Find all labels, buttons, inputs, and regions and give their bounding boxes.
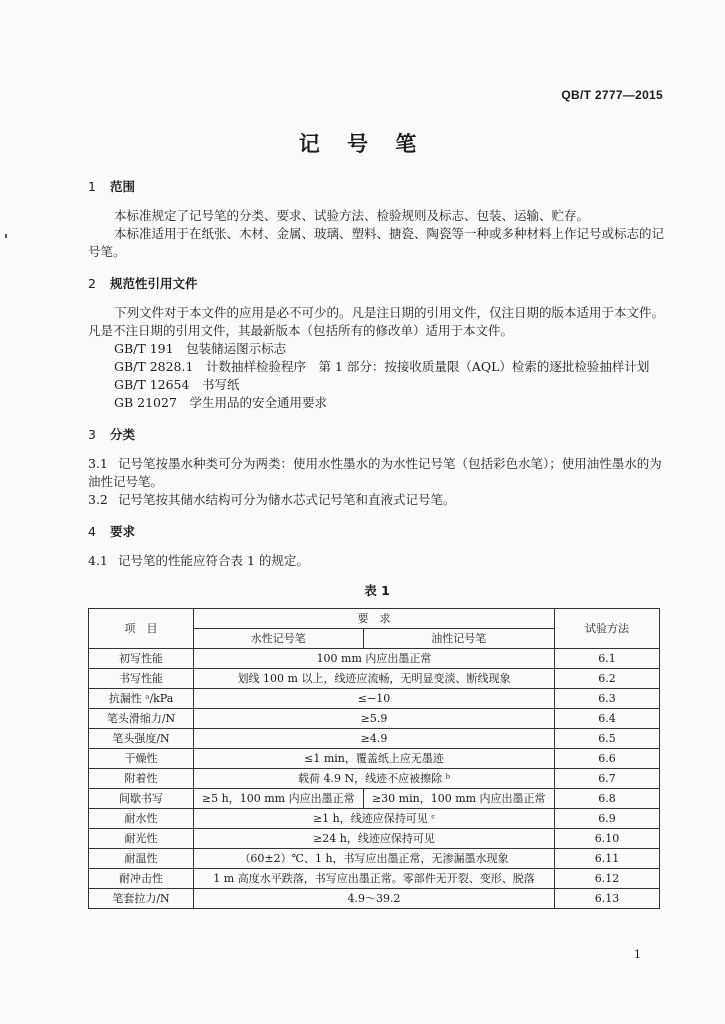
section-title: 分类 (110, 427, 136, 442)
section-1-heading (88, 178, 666, 196)
table-row (89, 769, 660, 789)
table-row (89, 729, 660, 749)
cell-requirement: 载荷 4.9 N，线迹不应被擦除 ᵇ (194, 769, 555, 789)
cell-test-method: 6.1 (555, 649, 660, 669)
table-row (89, 649, 660, 669)
cell-test-method: 6.9 (555, 809, 660, 829)
cell-requirement: ≥4.9 (194, 729, 555, 749)
margin-mark (5, 234, 7, 238)
header-item: 项 目 (89, 609, 194, 649)
requirements-table (88, 608, 660, 909)
cell-item: 附着性 (89, 769, 194, 789)
reference-code: GB/T 191 (114, 341, 174, 356)
clause-text: 记号笔的性能应符合表 1 的规定。 (118, 553, 309, 568)
reference-code: GB/T 12654 (114, 377, 190, 392)
cell-item: 笔套拉力/N (89, 889, 194, 909)
cell-requirement: 4.9～39.2 (194, 889, 555, 909)
cell-requirement: ≥5.9 (194, 709, 555, 729)
reference-item (88, 394, 666, 412)
section-title: 要求 (110, 524, 136, 539)
section-3-heading (88, 426, 666, 444)
cell-test-method: 6.5 (555, 729, 660, 749)
standard-code: QB/T 2777—2015 (561, 88, 663, 102)
table-row (89, 809, 660, 829)
document-body (88, 178, 666, 909)
page-number: 1 (634, 948, 641, 961)
table-body (89, 649, 660, 909)
section-number: 2 (88, 276, 96, 291)
cell-requirement: 1 m 高度水平跌落，书写应出墨正常。零部件无开裂、变形、脱落 (194, 869, 555, 889)
cell-test-method: 6.2 (555, 669, 660, 689)
section-title: 范围 (110, 179, 136, 194)
section-number: 1 (88, 179, 96, 194)
section-4-heading (88, 523, 666, 541)
cell-test-method: 6.3 (555, 689, 660, 709)
cell-item: 耐水性 (89, 809, 194, 829)
table-row (89, 829, 660, 849)
cell-item: 耐温性 (89, 849, 194, 869)
table-row (89, 749, 660, 769)
clause-number: 4.1 (88, 553, 108, 568)
cell-test-method: 6.11 (555, 849, 660, 869)
clause-4-1 (88, 552, 666, 570)
cell-test-method: 6.8 (555, 789, 660, 809)
table-row (89, 889, 660, 909)
reference-title: 学生用品的安全通用要求 (189, 395, 327, 410)
cell-test-method: 6.12 (555, 869, 660, 889)
clause-text: 记号笔按其储水结构可分为储水芯式记号笔和直液式记号笔。 (118, 492, 456, 507)
section-1-para-2: 本标准适用于在纸张、木材、金属、玻璃、塑料、搪瓷、陶瓷等一种或多种材料上作记号或标志的记号笔。 (88, 226, 665, 259)
cell-test-method: 6.10 (555, 829, 660, 849)
table-row (89, 849, 660, 869)
cell-requirement: （60±2）℃、1 h，书写应出墨正常，无渗漏墨水现象 (194, 849, 555, 869)
reference-code: GB 21027 (114, 395, 177, 410)
cell-test-method: 6.4 (555, 709, 660, 729)
cell-test-method: 6.6 (555, 749, 660, 769)
cell-requirement: ≥24 h，线迹应保持可见 (194, 829, 555, 849)
section-2-heading (88, 275, 666, 293)
cell-item: 初写性能 (89, 649, 194, 669)
header-requirements: 要 求 (194, 609, 555, 629)
cell-item: 间歇书写 (89, 789, 194, 809)
clause-3-2 (88, 491, 666, 509)
reference-title: 包装储运图示标志 (186, 341, 287, 356)
cell-test-method: 6.7 (555, 769, 660, 789)
section-1-para-1: 本标准规定了记号笔的分类、要求、试验方法、检验规则及标志、包装、运输、贮存。 (114, 208, 590, 223)
cell-requirement: ≥1 h，线迹应保持可见 ᶜ (194, 809, 555, 829)
reference-title: 计数抽样检验程序 第 1 部分：按接收质量限（AQL）检索的逐批检验抽样计划 (205, 359, 650, 374)
cell-item: 书写性能 (89, 669, 194, 689)
cell-item: 耐冲击性 (89, 869, 194, 889)
cell-item: 抗漏性 ᵃ/kPa (89, 689, 194, 709)
table-row (89, 689, 660, 709)
clause-number: 3.1 (88, 456, 108, 471)
cell-item: 笔头强度/N (89, 729, 194, 749)
cell-item: 耐光性 (89, 829, 194, 849)
reference-title: 书写纸 (201, 377, 240, 392)
cell-requirement: 划线 100 m 以上，线迹应流畅，无明显变淡、断线现象 (194, 669, 555, 689)
reference-item (88, 340, 666, 358)
clause-text: 记号笔按墨水种类可分为两类：使用水性墨水的为水性记号笔（包括彩色水笔）；使用油性墨水的为油性记号笔。 (88, 456, 662, 489)
cell-item: 笔头滑缩力/N (89, 709, 194, 729)
table-row (89, 669, 660, 689)
table-row (89, 709, 660, 729)
header-oil-based: 油性记号笔 (363, 629, 554, 649)
table-header-row (89, 609, 660, 629)
header-water-based: 水性记号笔 (194, 629, 364, 649)
cell-oil-based: ≥30 min，100 mm 内应出墨正常 (363, 789, 554, 809)
cell-item: 干燥性 (89, 749, 194, 769)
header-test-method: 试验方法 (555, 609, 660, 649)
section-number: 4 (88, 524, 96, 539)
cell-requirement: 100 mm 内应出墨正常 (194, 649, 555, 669)
table-row (89, 869, 660, 889)
cell-test-method: 6.13 (555, 889, 660, 909)
section-number: 3 (88, 427, 96, 442)
section-title: 规范性引用文件 (110, 276, 198, 291)
reference-code: GB/T 2828.1 (114, 359, 194, 374)
cell-water-based: ≥5 h，100 mm 内应出墨正常 (194, 789, 364, 809)
table-row (89, 789, 660, 809)
reference-item (88, 376, 666, 394)
reference-item (88, 358, 666, 376)
section-2-para-1: 下列文件对于本文件的应用是必不可少的。凡是注日期的引用文件，仅注日期的版本适用于本文件。凡是不注日期的引用文件，其最新版本（包括所有的修改单）适用于本文件。 (88, 305, 665, 338)
cell-requirement: ≤1 min，覆盖纸上应无墨迹 (194, 749, 555, 769)
clause-3-1 (88, 455, 666, 491)
clause-number: 3.2 (88, 492, 108, 507)
document-title: 记 号 笔 (298, 132, 427, 156)
table-caption: 表 1 (364, 583, 390, 598)
cell-requirement: ≤−10 (194, 689, 555, 709)
